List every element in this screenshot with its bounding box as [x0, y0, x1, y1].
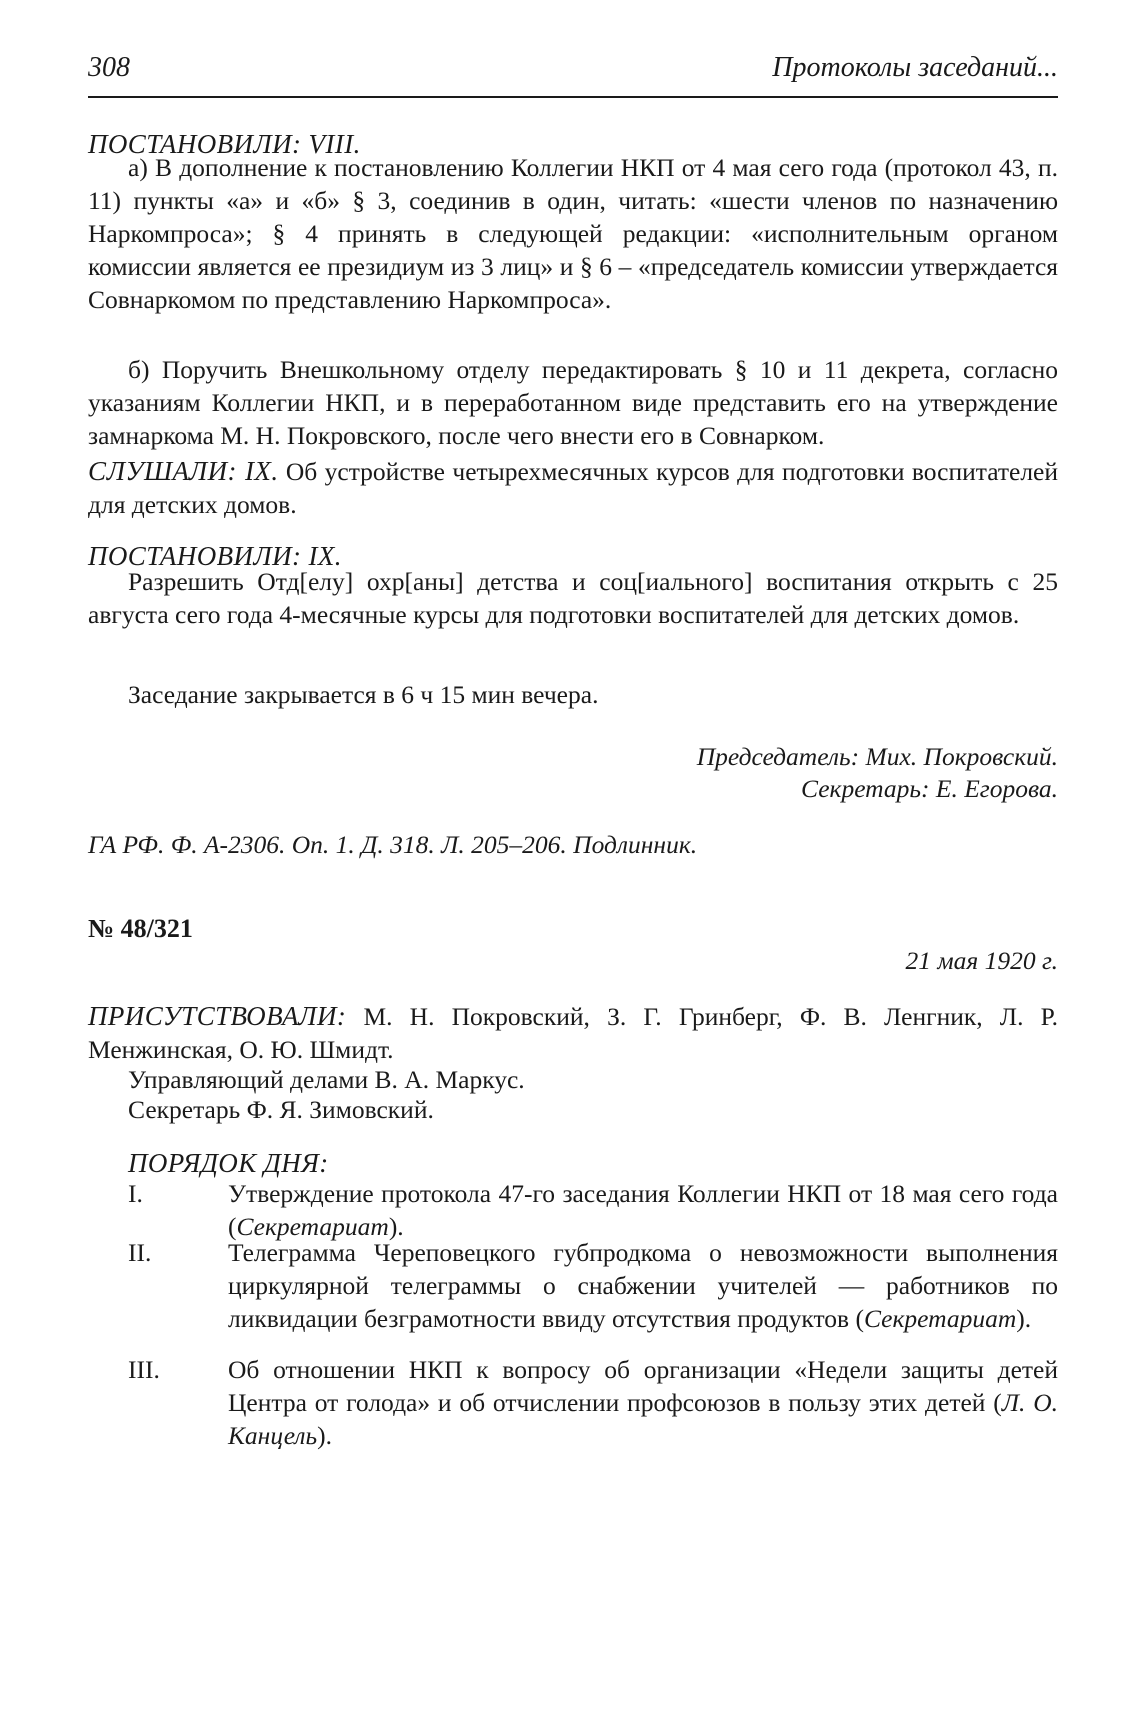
- agenda-item-reporter: Л. О. Канцель: [228, 1388, 1058, 1450]
- page-number: 308: [88, 52, 130, 83]
- agenda-item-number: II.: [128, 1238, 152, 1267]
- present-members: М. Н. Покровский, З. Г. Гринберг, Ф. В. Ленгник, Л. Р. Менжинская, О. Ю. Шмидт.: [88, 1002, 1059, 1064]
- agenda-item-text: Утверждение протокола 47-го заседания Коллегии НКП от 18 мая сего года: [228, 1179, 1058, 1208]
- present-manager: Управляющий делами В. А. Маркус.: [128, 1065, 525, 1094]
- agenda-item-number: I.: [128, 1179, 143, 1208]
- present-label: ПРИСУТСТВОВАЛИ:: [88, 1001, 347, 1031]
- header-rule: [88, 96, 1058, 98]
- agenda-item: III. Об отношении НКП к вопросу об организации «Недели защиты детей Центра от голода» и об отчислении профсоюзов в пользу этих детей (Л. О. Канцель).: [128, 1355, 1058, 1450]
- closing-line: Заседание закрывается в 6 ч 15 мин вечера.: [128, 680, 599, 709]
- agenda-item-number: III.: [128, 1355, 160, 1384]
- agenda-heading: ПОРЯДОК ДНЯ:: [128, 1148, 329, 1178]
- resolved-viii-para-b: б) Поручить Внешкольному отделу передактировать § 10 и 11 декрета, согласно указаниям Коллегии НКП, и в переработанном виде представить его на утверждение замнаркома М. Н. Покровского, после чего внести его в Совнарком.: [88, 355, 1058, 450]
- agenda-item-text: Об отношении НКП к вопросу об организации «Недели защиты детей Центра от голода» и об отчислении профсоюзов в пользу этих детей: [228, 1355, 1058, 1417]
- agenda-item-reporter: Секретариат: [236, 1212, 389, 1241]
- heard-ix: [88, 455, 1058, 521]
- present-secretary: Секретарь Ф. Я. Зимовский.: [128, 1095, 434, 1124]
- document-page: [88, 0, 1058, 1731]
- heard-ix-label: СЛУШАЛИ: IX.: [88, 456, 279, 486]
- agenda-item-text: Телеграмма Череповецкого губпродкома о невозможности выполнения циркулярной телеграммы о снабжении учителей — работников по ликвидации безграмотности ввиду отсутствия продуктов: [228, 1238, 1058, 1333]
- document-date: 21 мая 1920 г.: [905, 946, 1058, 975]
- document-number: № 48/321: [88, 914, 193, 943]
- signature-chair: Председатель: Мих. Покровский.: [696, 742, 1058, 771]
- agenda-item: II. Телеграмма Череповецкого губпродкома о невозможности выполнения циркулярной телеграммы о снабжении учителей — работников по ликвидации безграмотности ввиду отсутствия продуктов (Секретариат).: [128, 1238, 1058, 1333]
- resolved-viii-heading: ПОСТАНОВИЛИ: VIII.: [88, 129, 361, 159]
- agenda-item: I. Утверждение протокола 47-го заседания Коллегии НКП от 18 мая сего года (Секретариат).: [128, 1179, 1058, 1241]
- archive-reference: ГА РФ. Ф. А-2306. Оп. 1. Д. 318. Л. 205–206. Подлинник.: [88, 830, 698, 859]
- heard-ix-text: Об устройстве четырехмесячных курсов для подготовки воспитателей для детских домов.: [88, 457, 1059, 519]
- resolved-ix-heading: ПОСТАНОВИЛИ: IX.: [88, 541, 342, 571]
- running-title: Протоколы заседаний...: [772, 52, 1058, 83]
- resolved-viii-para-a: а) В дополнение к постановлению Коллегии НКП от 4 мая сего года (протокол 43, п. 11) пункты «а» и «б» § 3, соединив в один, читать: «шести членов по назначению Наркомпроса»; § 4 принять в следующей редакции: «исполнительным органом комиссии является ее президиум из 3 лиц» и § 6 – «председатель комиссии утверждается Совнаркомом по представлению Наркомпроса».: [88, 153, 1058, 314]
- signature-secretary: Секретарь: Е. Егорова.: [801, 774, 1058, 803]
- page-header: [88, 52, 1058, 92]
- resolved-ix-text: Разрешить Отд[елу] охр[аны] детства и соц[иального] воспитания открыть с 25 августа сего года 4-месячные курсы для подготовки воспитателей для детских домов.: [88, 567, 1058, 629]
- agenda-item-reporter: Секретариат: [863, 1304, 1017, 1333]
- present-block: [88, 1000, 1058, 1066]
